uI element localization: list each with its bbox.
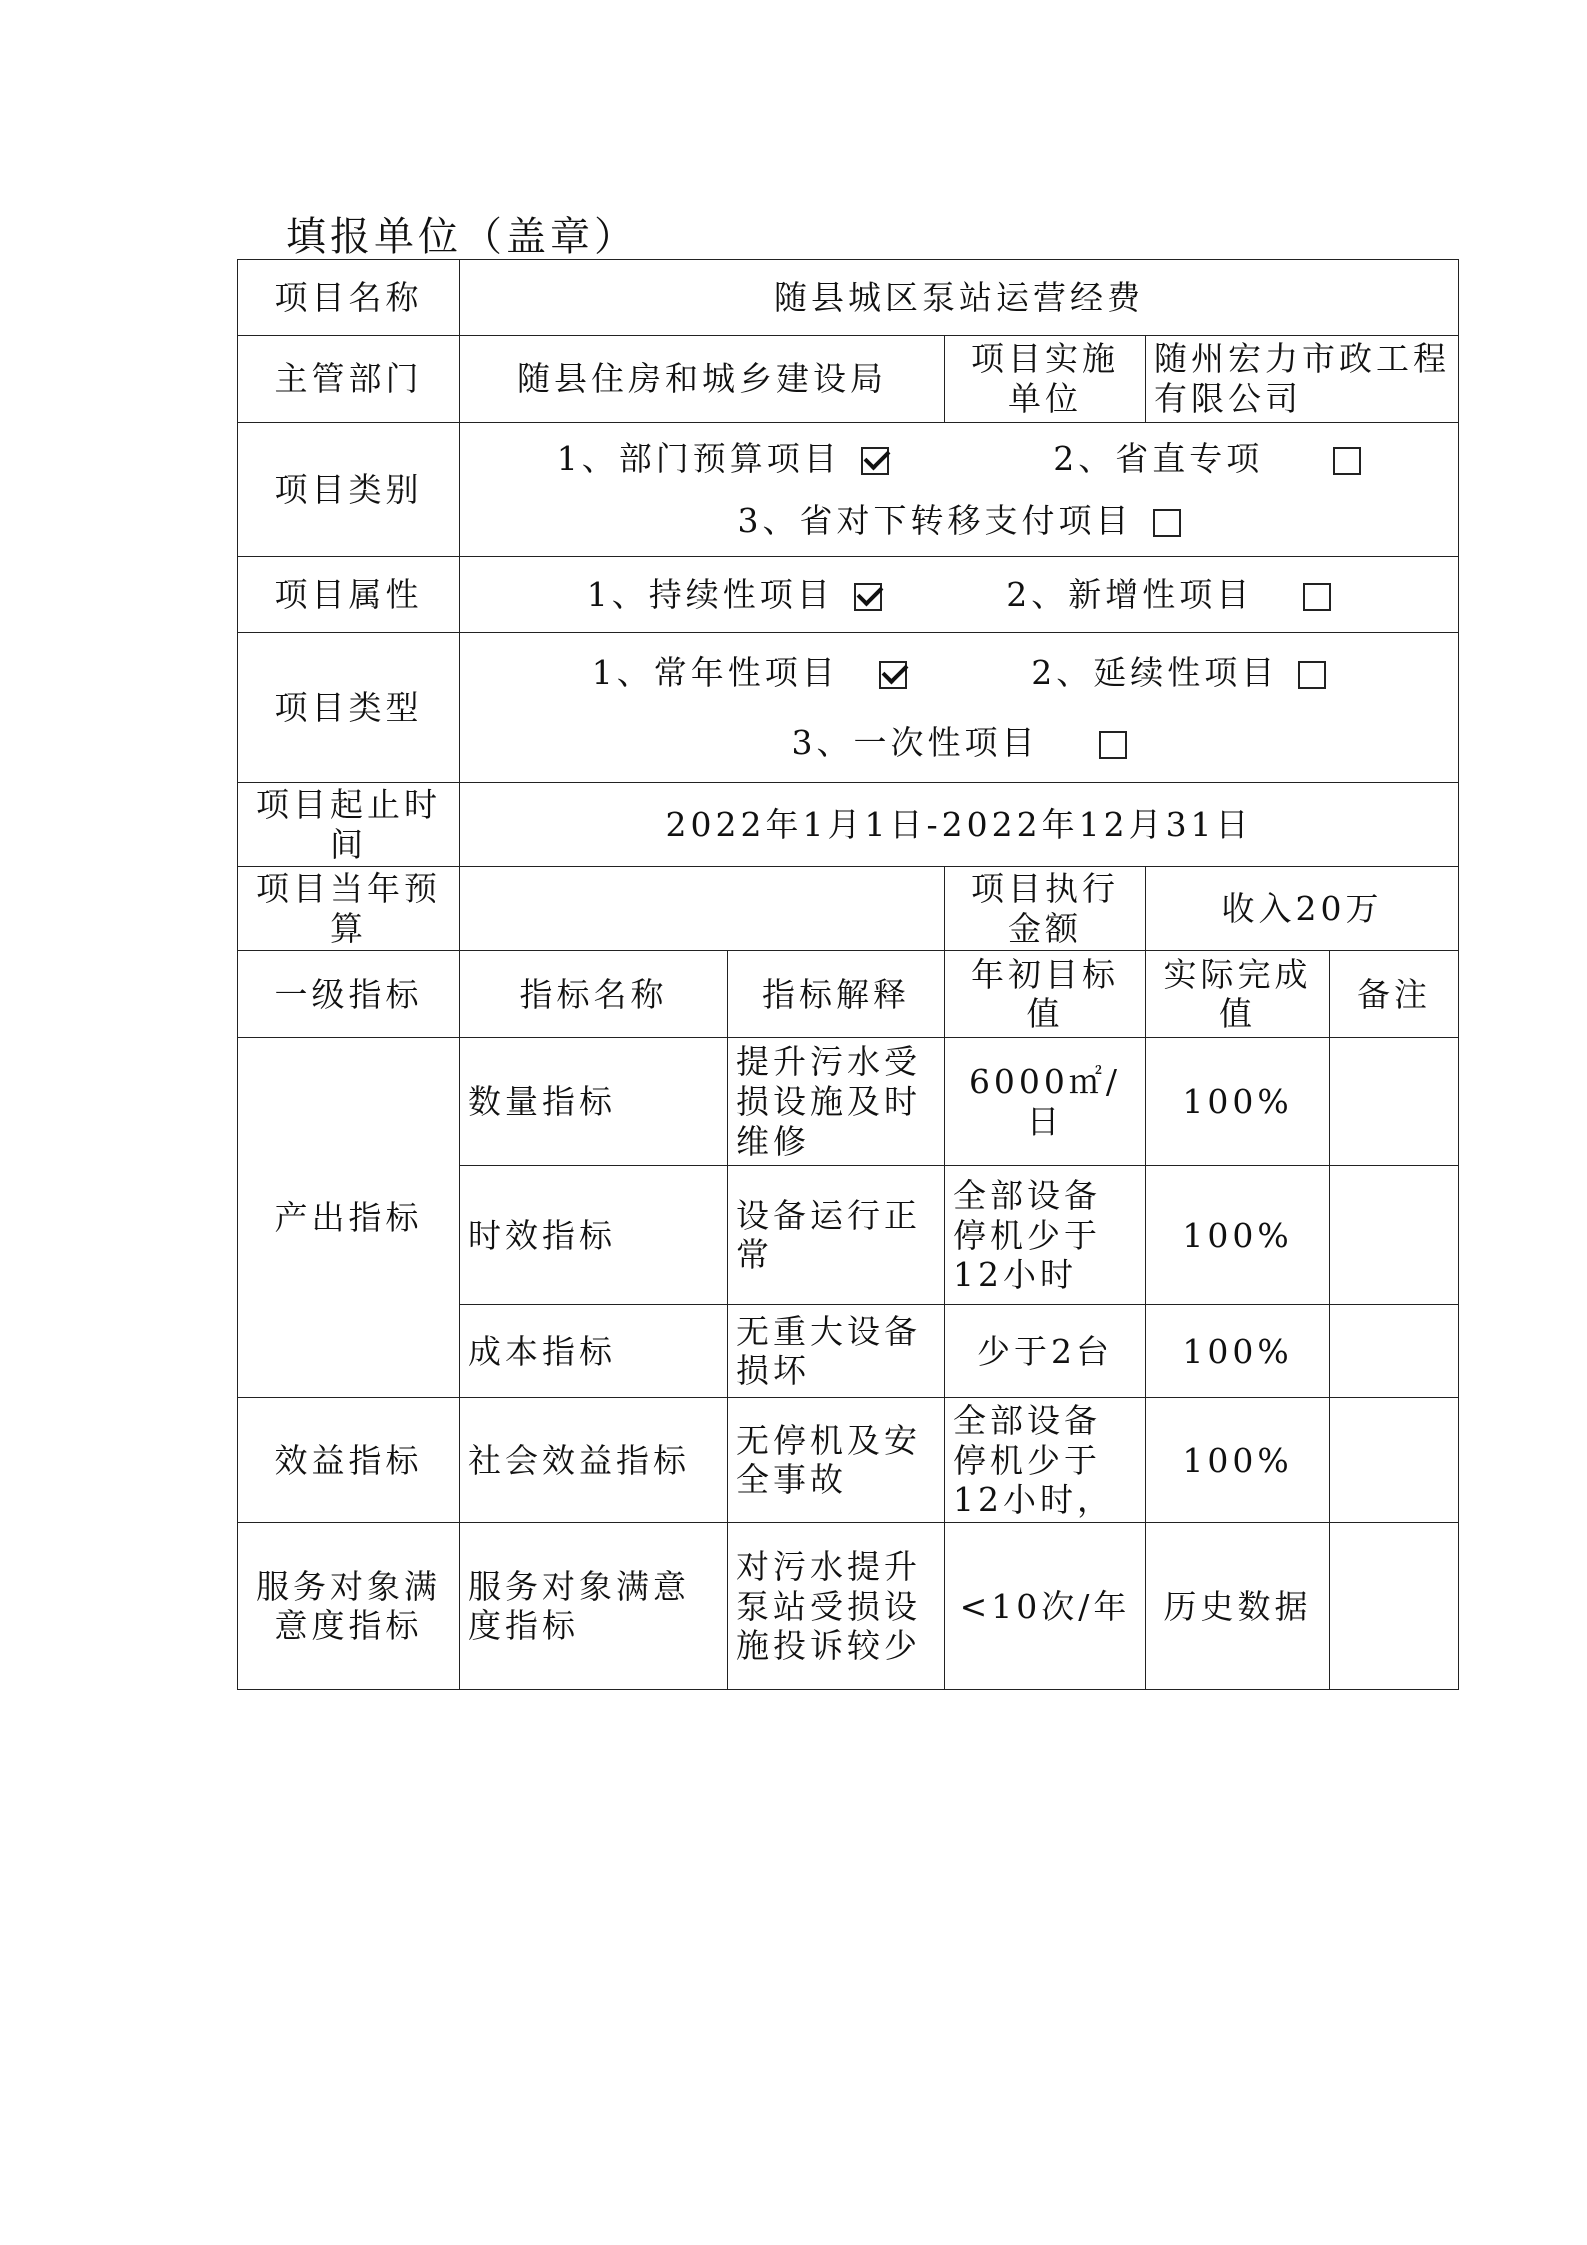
attribute-option-1-label: 1、持续性项目 <box>586 574 834 614</box>
attribute-options <box>460 557 1459 633</box>
header-explain: 指标解释 <box>728 951 945 1038</box>
exec-amount-label: 项目执行金额 <box>945 867 1146 951</box>
indicator-name: 成本指标 <box>460 1305 728 1398</box>
indicator-note <box>1330 1305 1459 1398</box>
form-header: 填报单位（盖章） <box>286 214 638 260</box>
type-option-2-label: 2、延续性项目 <box>1031 652 1279 692</box>
type-option-2 <box>1031 653 1326 693</box>
checkbox-icon[interactable] <box>1099 731 1127 759</box>
indicator-explain: 对污水提升泵站受损设施投诉较少 <box>728 1523 945 1690</box>
indicator-target: 少于2台 <box>945 1305 1146 1398</box>
project-name-value: 随县城区泵站运营经费 <box>460 260 1459 336</box>
group-benefit: 效益指标 <box>238 1398 460 1523</box>
indicator-explain: 无重大设备损坏 <box>728 1305 945 1398</box>
type-options <box>460 633 1459 783</box>
department-label: 主管部门 <box>238 336 460 423</box>
indicator-actual: 100% <box>1146 1398 1330 1523</box>
table-row <box>238 1398 1459 1523</box>
checkbox-checked-icon[interactable] <box>879 661 907 689</box>
table-row <box>238 1523 1459 1690</box>
indicator-target <box>945 1398 1146 1523</box>
indicator-name: 数量指标 <box>460 1038 728 1166</box>
exec-amount-value: 收入20万 <box>1146 867 1459 951</box>
period-value: 2022年1月1日-2022年12月31日 <box>460 783 1459 867</box>
project-name-label: 项目名称 <box>238 260 460 336</box>
category-label: 项目类别 <box>238 423 460 557</box>
group-output: 产出指标 <box>238 1038 460 1398</box>
indicator-actual: 100% <box>1146 1166 1330 1305</box>
category-option-1-label: 1、部门预算项目 <box>556 438 841 478</box>
category-option-1 <box>557 439 889 479</box>
header-note: 备注 <box>1330 951 1459 1038</box>
row-attribute <box>238 557 1459 633</box>
type-option-1 <box>592 653 907 693</box>
period-label: 项目起止时间 <box>238 783 460 867</box>
indicator-actual: 历史数据 <box>1146 1523 1330 1690</box>
indicator-target: <10次/年 <box>945 1523 1146 1690</box>
category-option-2 <box>1053 439 1361 479</box>
budget-value <box>460 867 945 951</box>
group-satisfaction: 服务对象满意度指标 <box>238 1523 460 1690</box>
type-option-1-label: 1、常年性项目 <box>591 652 839 692</box>
indicator-name: 服务对象满意度指标 <box>460 1523 728 1690</box>
row-project-name <box>238 260 1459 336</box>
indicator-note <box>1330 1523 1459 1690</box>
row-indicator-headers <box>238 951 1459 1038</box>
checkbox-checked-icon[interactable] <box>861 447 889 475</box>
row-budget <box>238 867 1459 951</box>
header-target: 年初目标值 <box>945 951 1146 1038</box>
indicator-name: 时效指标 <box>460 1166 728 1305</box>
row-period <box>238 783 1459 867</box>
attribute-option-2 <box>1006 575 1331 615</box>
indicator-note <box>1330 1038 1459 1166</box>
checkbox-icon[interactable] <box>1333 447 1361 475</box>
row-department <box>238 336 1459 423</box>
attribute-option-2-label: 2、新增性项目 <box>1006 574 1254 614</box>
header-level1: 一级指标 <box>238 951 460 1038</box>
impl-unit-value: 随州宏力市政工程有限公司 <box>1146 336 1459 423</box>
attribute-label: 项目属性 <box>238 557 460 633</box>
indicator-target: 6000㎡/日 <box>945 1038 1146 1166</box>
category-option-3 <box>738 501 1181 541</box>
row-category <box>238 423 1459 557</box>
type-option-3 <box>792 723 1127 763</box>
indicator-target-text: 全部设备停机少于12小时， <box>953 1400 1114 1520</box>
performance-table <box>237 259 1459 1690</box>
indicator-actual: 100% <box>1146 1038 1330 1166</box>
checkbox-icon[interactable] <box>1153 509 1181 537</box>
indicator-explain: 提升污水受损设施及时维修 <box>728 1038 945 1166</box>
attribute-option-1 <box>587 575 882 615</box>
category-option-3-label: 3、省对下转移支付项目 <box>737 500 1133 540</box>
budget-label: 项目当年预算 <box>238 867 460 951</box>
checkbox-checked-icon[interactable] <box>854 583 882 611</box>
impl-unit-label: 项目实施单位 <box>945 336 1146 423</box>
indicator-actual: 100% <box>1146 1305 1330 1398</box>
indicator-note <box>1330 1398 1459 1523</box>
type-option-3-label: 3、一次性项目 <box>791 722 1039 762</box>
indicator-explain: 无停机及安全事故 <box>728 1398 945 1523</box>
header-name: 指标名称 <box>460 951 728 1038</box>
department-value: 随县住房和城乡建设局 <box>460 336 945 423</box>
checkbox-icon[interactable] <box>1303 583 1331 611</box>
category-options <box>460 423 1459 557</box>
checkbox-icon[interactable] <box>1298 661 1326 689</box>
table-row <box>238 1038 1459 1166</box>
indicator-name: 社会效益指标 <box>460 1398 728 1523</box>
indicator-target: 全部设备停机少于12小时 <box>945 1166 1146 1305</box>
indicator-note <box>1330 1166 1459 1305</box>
row-type <box>238 633 1459 783</box>
category-option-2-label: 2、省直专项 <box>1053 438 1264 478</box>
type-label: 项目类型 <box>238 633 460 783</box>
indicator-explain: 设备运行正常 <box>728 1166 945 1305</box>
header-actual: 实际完成值 <box>1146 951 1330 1038</box>
